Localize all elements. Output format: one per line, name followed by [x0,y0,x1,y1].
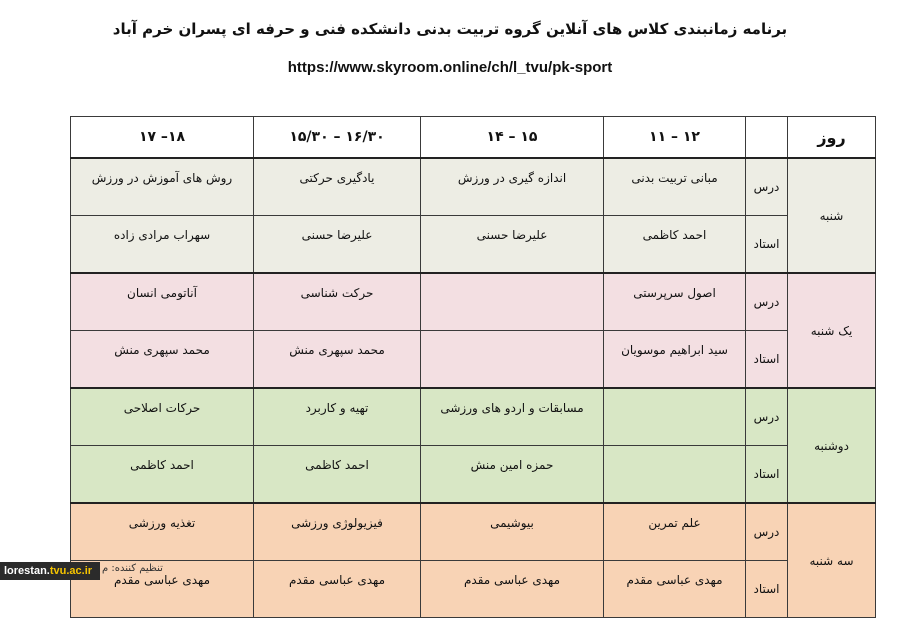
lesson-cell: اصول سرپرستی [604,273,746,331]
monday-lesson-row [71,388,876,446]
row-type-label: درس [746,388,788,446]
saturday-teacher-row [71,216,876,274]
row-type-label: درس [746,503,788,561]
day-label: یک شنبه [788,273,876,388]
teacher-cell: علیرضا حسنی [421,216,604,274]
row-type-label: استاد [746,561,788,618]
teacher-cell [604,446,746,504]
row-type-label: استاد [746,331,788,389]
teacher-cell: حمزه امین منش [421,446,604,504]
lesson-cell: یادگیری حرکتی [254,158,421,216]
lesson-cell: آناتومی انسان [71,273,254,331]
tuesday-teacher-row [71,561,876,618]
skyroom-link[interactable]: https://www.skyroom.online/ch/l_tvu/pk-sport [287,59,613,76]
lesson-cell [421,273,604,331]
page-title: برنامه زمانبندی کلاس های آنلاین گروه تربیت بدنی دانشکده فنی و حرفه ای پسران خرم آباد [112,20,788,38]
lesson-cell: بیوشیمی [421,503,604,561]
row-type-label: درس [746,273,788,331]
lesson-cell [604,388,746,446]
sunday-teacher-row [71,331,876,389]
saturday-lesson-row [71,158,876,216]
header-row [71,117,876,159]
teacher-cell: احمد کاظمی [604,216,746,274]
day-label: دوشنبه [788,388,876,503]
row-type-label: استاد [746,446,788,504]
day-column-header: روز [788,117,876,159]
badge-domain-accent: tvu.ac.ir [49,565,93,577]
slot-header-14-15: ۱۵ – ۱۴ [421,117,604,159]
schedule-table [70,116,876,618]
teacher-cell: سید ابراهیم موسویان [604,331,746,389]
badge-domain-text: lorestan. [4,565,50,577]
teacher-cell: محمد سپهری منش [254,331,421,389]
lesson-cell: تغذیه ورزشی [71,503,254,561]
lesson-cell: فیزیولوژی ورزشی [254,503,421,561]
lesson-cell: تهیه و کاربرد [254,388,421,446]
row-type-label: درس [746,158,788,216]
day-label: شنبه [788,158,876,273]
teacher-cell: احمد کاظمی [254,446,421,504]
row-type-label: استاد [746,216,788,274]
slot-header-1530-1630: ۱۶/۳۰ – ۱۵/۳۰ [254,117,421,159]
teacher-cell: مهدی عباسی مقدم [421,561,604,618]
lesson-cell: حرکات اصلاحی [71,388,254,446]
monday-teacher-row [71,446,876,504]
type-column-header [746,117,788,159]
slot-header-11-12: ۱۲ – ۱۱ [604,117,746,159]
lesson-cell: حرکت شناسی [254,273,421,331]
slot-header-17-18: ۱۸– ۱۷ [71,117,254,159]
day-label: سه شنبه [788,503,876,618]
teacher-cell: مهدی عباسی مقدم [604,561,746,618]
teacher-cell: احمد کاظمی [71,446,254,504]
lesson-cell: علم تمرین [604,503,746,561]
lesson-cell: اندازه گیری در ورزش [421,158,604,216]
teacher-cell: مهدی عباسی مقدم [254,561,421,618]
footer-note: تنظیم کننده: م [102,563,163,574]
lesson-cell: مبانی تربیت بدنی [604,158,746,216]
lesson-cell: مسابقات و اردو های ورزشی [421,388,604,446]
teacher-cell: علیرضا حسنی [254,216,421,274]
lesson-cell: روش های آموزش در ورزش [71,158,254,216]
sunday-lesson-row [71,273,876,331]
tuesday-lesson-row [71,503,876,561]
site-watermark-badge [0,562,100,580]
teacher-cell [421,331,604,389]
teacher-cell: سهراب مرادی زاده [71,216,254,274]
teacher-cell: مهدی عباسی مقدم [71,561,254,618]
teacher-cell: محمد سپهری منش [71,331,254,389]
